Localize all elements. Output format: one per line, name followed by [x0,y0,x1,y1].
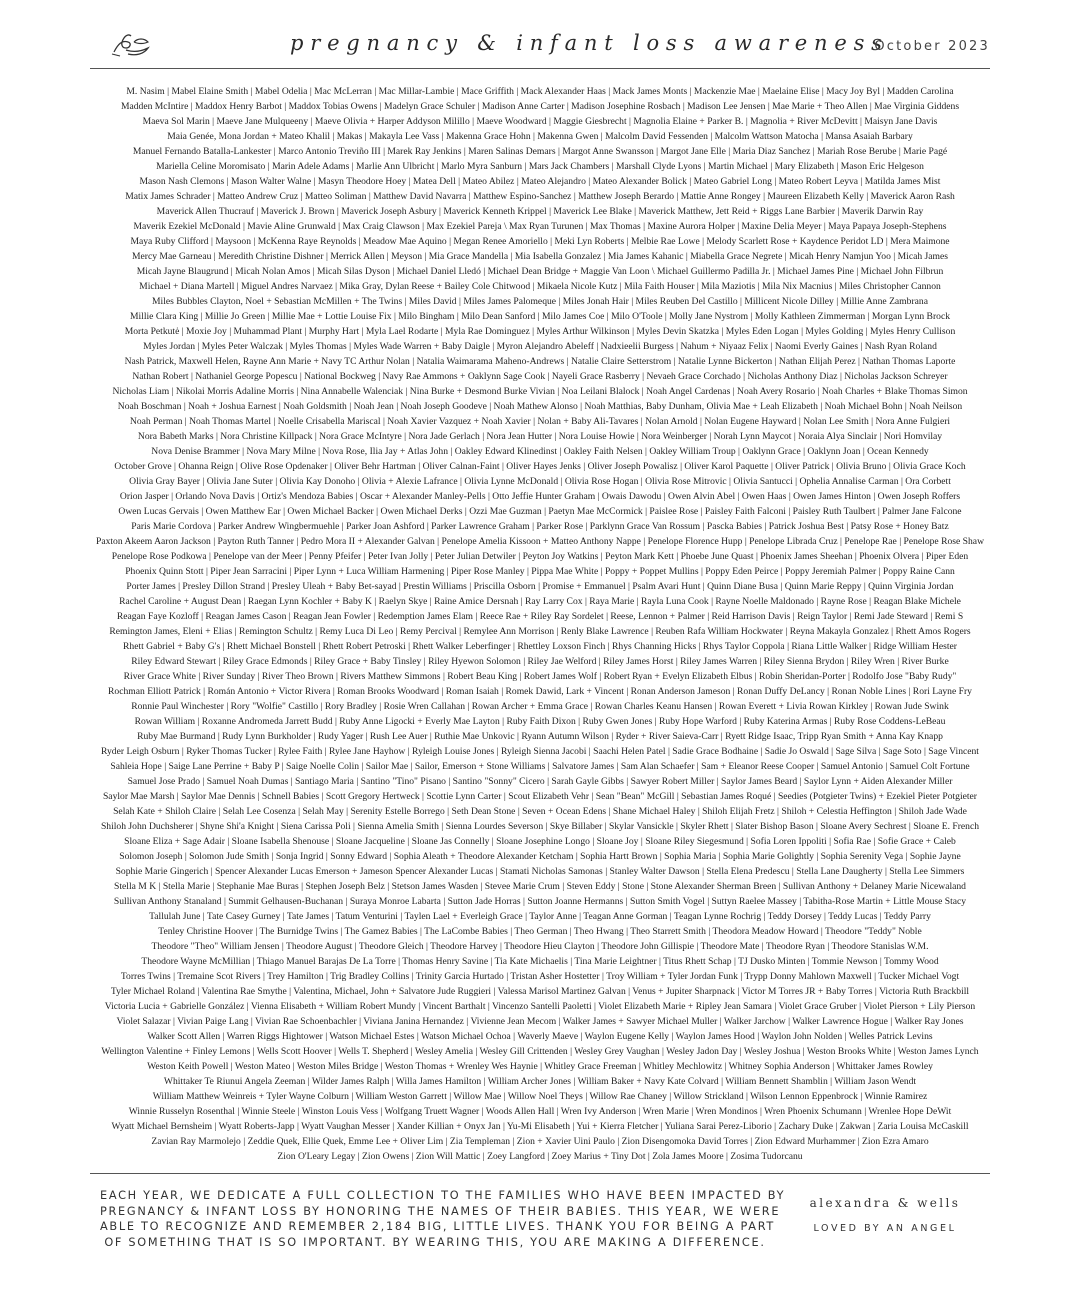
name-line: Miles Bubbles Clayton, Noel + Sebastian McMillen + The Twins | Miles David | Miles James Palomeque | Miles Jonah Hair | Miles Reuben Del Castillo | Millicent Nicole Dilley | Millie Anne Zambrana [152,296,928,307]
name-line: William Matthew Weinreis + Tyler Wayne Colburn | William Weston Garrett | Willow Mae | Willow Noel Theys | Willow Rae Chaney | Willow Strickland | Wilson Lennon Eppenbrock | Winnie Ramirez [152,1091,928,1102]
name-line: Samuel Jose Prado | Samuel Noah Dumas | Santiago Maria | Santino "Tino" Pisano | Santino "Sonny" Cicero | Sarah Gayle Gibbs | Sawyer Robert Miller | Saylor James Beard | Saylor Lynn + Aiden Alexander Miller [127,776,953,787]
name-line: Tyler Michael Roland | Valentina Rae Smythe | Valentina, Michael, John + Salvatore Jude Ruggieri | Valessa Marisol Martinez Galvan | Venus + Jupiter Sharpnack | Victor M Torres JR + Baby Torres | Victoria Ruth Brackbill [110,986,970,997]
name-line: Stella M K | Stella Marie | Stephanie Mae Buras | Stephen Joseph Belz | Stetson James Wasden | Stevee Marie Crum | Steven Eddy | Stone | Stone Alexander Sherman Breen | Sullivan Anthony + Delaney Marie Nicewaland [114,881,966,892]
name-line: Remington James, Eleni + Elias | Remington Schultz | Remy Luca Di Leo | Remy Percival | Remylee Ann Morrison | Renly Blake Lawrence | Reuben Rafa William Hockwater | Reyna Makayla Gonzalez | Rhett Amos Rogers [109,626,971,637]
name-line: Nash Patrick, Maxwell Helen, Rayne Ann Marie + Navy TC Arthur Nolan | Natalia Waimarama Maheno-Andrews | Natalie Claire Setterstrom | Natalie Lynne Bickerton | Nathan Elijah Perez | Nathan Thomas Laporte [124,356,956,367]
name-line: Maverik Ezekiel McDonald | Mavie Aline Grunwald | Max Craig Clawson | Max Ezekiel Pareja \ Max Ryan Turunen | Max Thomas | Maxine Aurora Holper | Maxine Delia Meyer | Maya Papaya Joseph-Stephens [133,221,947,232]
issue-date: October 2023 [874,39,990,54]
name-line: Zion O'Leary Legay | Zion Owens | Zion Will Mattic | Zoey Langford | Zoey Marius + Tiny Dot | Zola James Moore | Zosima Tudorcanu [277,1151,803,1162]
name-line: Owen Lucas Gervais | Owen Matthew Ear | Owen Michael Backer | Owen Michael Derks | Ozzi Mae Guzman | Paetyn Mae McCormick | Paislee Rose | Paisley Faith Falconi | Paisley Ruth Taulbert | Palmer Jane Falcone [118,506,962,517]
name-line: Shiloh John Duchsherer | Shyne Shi'a Knight | Siena Carissa Poli | Sienna Amelia Smith | Sienna Lourdes Severson | Skye Billaber | Skylar Vansickle | Skyler Rhett | Slater Bishop Bason | Sloane Avery Sechrest | Sloane E. French [100,821,980,832]
name-line: Millie Clara King | Millie Jo Green | Millie Mae + Lottie Louise Fix | Milo Bingham | Milo Dean Sanford | Milo James Coe | Milo O'Toole | Molly Jane Nystrom | Molly Kathleen Zimmerman | Morgan Lynn Brock [129,311,951,322]
dedication-line: OF SOMETHING THAT IS SO IMPORTANT. BY WEARING THIS, YOU ARE MAKING A DIFFERENCE. [104,1235,766,1249]
brand-wordmark: alexandra & wells [809,1196,961,1210]
name-line: Saylor Mae Marsh | Saylor Mae Dennis | Schnell Babies | Scott Gregory Hertweck | Scottie Lynn Carter | Scout Elizabeth Vehr | Sean "Bean" McGill | Sebastian James Roqué | Seedies (Potgieter Twins) + Ezekiel Pieter Potgieter [102,791,978,802]
name-line: Matix James Schrader | Matteo Andrew Cruz | Matteo Soliman | Matthew David Navarra | Matthew Espino-Sanchez | Matthew Joseph Berardo | Mattie Anne Rongey | Maureen Elizabeth Kelly | Maverick Aaron Rash [125,191,955,202]
name-line: Orion Jasper | Orlando Nova Davis | Ortiz's Mendoza Babies | Oscar + Alexander Manley-Pells | Otto Jeffie Hunter Graham | Owais Dawodu | Owen Alvin Abel | Owen Haas | Owen James Hinton | Owen Joseph Roffers [119,491,961,502]
name-line: Ronnie Paul Winchester | Rory "Wolfie" Castillo | Rory Bradley | Rosie Wren Callahan | Rowan Archer + Emma Grace | Rowan Charles Keanu Hansen | Rowan Everett + Livia Rowan Kirkley | Rowan Jude Swink [131,701,949,712]
name-line: River Grace White | River Sunday | River Theo Brown | Rivers Matthew Simmons | Robert Beau King | Robert James Wolf | Robert Ryan + Evelyn Elizabeth Elbus | Robin Sheridan-Porter | Rodolfo Jose "Baby Rudy" [123,671,957,682]
name-line: Maverick Allen Thucrauf | Maverick J. Brown | Maverick Joseph Asbury | Maverick Kenneth Krippel | Maverick Lee Blake | Maverick Matthew, Jett Reid + Riggs Lane Barbier | Maverik Darwin Ray [156,206,924,217]
name-line: Wellington Valentine + Finley Lemons | Wells Scott Hoover | Wells T. Shepherd | Wesley Amelia | Wesley Gill Crittenden | Wesley Grey Vaughan | Wesley Jadon Day | Wesley Joshua | Weston Brooks White | Weston James Lynch [101,1046,979,1057]
page-header [110,28,990,66]
name-line: Weston Keith Powell | Weston Mateo | Weston Miles Bridge | Weston Thomas + Wrenley Wes Haynie | Whitley Grace Freeman | Whitley Mechlowitz | Whitney Sophia Anderson | Whittaker James Rowley [147,1061,933,1072]
name-line: Zavian Ray Marmolejo | Zeddie Quek, Ellie Quek, Emme Lee + Oliver Lim | Zia Templeman | Zion + Xavier Uini Paulo | Zion Disengomoka David Torres | Zion Edward Murhammer | Zion Ezra Amaro [151,1136,929,1147]
name-line: Tallulah June | Tate Casey Gurney | Tate James | Tatum Venturini | Taylen Lael + Everleigh Grace | Taylor Anne | Teagan Anne Gorman | Teagan Lynne Rochrig | Teddy Dorsey | Teddy Lucas | Teddy Parry [149,911,931,922]
name-line: Rhett Gabriel + Baby G's | Rhett Michael Bonstell | Rhett Robert Petroski | Rhett Walker Leberfinger | Rhettley Loxson Finch | Rhys Channing Hicks | Rhys Taylor Coppola | Riana Little Walker | Ridge William Hester [123,641,957,652]
name-line: Ryder Leigh Osburn | Ryker Thomas Tucker | Rylee Faith | Rylee Jane Hayhow | Ryleigh Louise Jones | Ryleigh Sienna Jacobi | Saachi Helen Patel | Sadie Grace Bodhaine | Sadie Jo Oswald | Sage Silva | Sage Soto | Sage Vincent [101,746,979,757]
page-title: pregnancy & infant loss awareness [290,31,889,55]
name-line: Riley Edward Stewart | Riley Grace Edmonds | Riley Grace + Baby Tinsley | Riley Hyewon Solomon | Riley Jae Welford | Riley James Horst | Riley James Warren | Riley Sienna Brydon | Riley Wren | River Burke [131,656,949,667]
name-line: Ruby Mae Burmand | Rudy Lynn Burkholder | Rudy Yager | Rush Lee Auer | Ruthie Mae Unkovic | Ryann Autumn Wilson | Ryder + River Saieva-Carr | Ryett Ridge Isaac, Tripp Ryan Smith + Anna Kay Knapp [137,731,943,742]
name-line: Sahleia Hope | Saige Lane Perrine + Baby P | Saige Noelle Colin | Sailor Mae | Sailor, Emerson + Stone Williams | Salvatore James | Sam Alan Schaefer | Sam + Eleanor Reese Cooper | Samuel Antonio | Samuel Colt Fortune [110,761,970,772]
name-line: Mariella Celine Moromisato | Marin Adele Adams | Marlie Ann Ulbricht | Marlo Myra Sanburn | Mars Jack Chambers | Marshall Clyde Lyons | Martin Michael | Mary Elizabeth | Mason Eric Helgeson [156,161,924,172]
dedication-text [100,1188,786,1250]
name-line: Nora Babeth Marks | Nora Christine Killpack | Nora Grace McIntyre | Nora Jade Gerlach | Nora Jean Hutter | Nora Louise Howie | Nora Weinberger | Norah Lynn Maycot | Noraia Alya Sinclair | Nori Homvilay [137,431,943,442]
name-line: Maeva Sol Marin | Maeve Jane Mulqueeny | Maeve Olivia + Harper Addyson Milillo | Maeve Woodward | Maggie Giesbrecht | Magnolia Elaine + Parker B. | Magnolia + River McDevitt | Maisyn Jane Davis [142,116,938,127]
name-line: Paris Marie Cordova | Parker Andrew Wingbermuehle | Parker Joan Ashford | Parker Lawrence Graham | Parker Rose | Parklynn Grace Van Rossum | Pascka Babies | Patrick Joshua Best | Patsy Rose + Honey Batz [131,521,949,532]
name-line: Phoenix Quinn Stott | Piper Jean Sarracini | Piper Lynn + Luca William Harmening | Piper Rose Manley | Pippa Mae White | Poppy + Poppet Mullins | Poppy Eden Peirce | Poppy Jeremiah Palmer | Poppy Raine Cann [125,566,955,577]
name-line: Victoria Lucia + Gabrielle González | Vienna Elisabeth + William Robert Mundy | Vincent Barthalt | Vincenzo Santelli Paoletti | Violet Elizabeth Marie + Ripley Jean Samara | Violet Grace Gruber | Violet Pierson + Lily Pierson [104,1001,976,1012]
name-line: Theodore Wayne McMillian | Thiago Manuel Barajas De La Torre | Thomas Henry Savine | Tia Kate Michaelis | Tina Marie Leightner | Titus Rhett Schap | TJ Dusko Minten | Tommie Newson | Tommy Wood [141,956,939,967]
name-line: Nathan Robert | Nathaniel George Popescu | National Bockweg | Navy Rae Ammons + Oaklynn Sage Cook | Nayeli Grace Rasberry | Nevaeh Grace Corchado | Nicholas Anthony Diaz | Nicholas Jackson Schreyer [132,371,948,382]
name-line: Rowan William | Roxanne Andromeda Jarrett Budd | Ruby Anne Ligocki + Everly Mae Layton | Ruby Faith Dixon | Ruby Gwen Jones | Ruby Hope Warford | Ruby Katerina Armas | Ruby Rose Coddens-LeBeau [134,716,946,727]
name-line: M. Nasim | Mabel Elaine Smith | Mabel Odelia | Mac McLerran | Mac Millar-Lambie | Mace Griffith | Mack Alexander Haas | Mack James Monts | Mackenzie Mae | Maelaine Elise | Macy Joy Byl | Madden Carolina [126,86,954,97]
name-line: Nova Denise Brammer | Nova Mary Milne | Nova Rose, Ilia Jay + Atlas John | Oakley Edward Klinedinst | Oakley Faith Nelsen | Oakley William Troup | Oaklynn Grace | Oaklynn Joan | Ocean Kennedy [151,446,929,457]
name-line: Wyatt Michael Bernsheim | Wyatt Roberts-Japp | Wyatt Vaughan Messer | Xander Killian + Onyx Jan | Yu-Mi Elisabeth | Yui + Kierra Fletcher | Yuliana Sarai Perez-Liborio | Zachary Duke | Zakwan | Zaria Louisa McCaskill [111,1121,969,1132]
name-line: Penelope Rose Podkowa | Penelope van der Meer | Penny Pfeifer | Peter Ivan Jolly | Peter Julian Detwiler | Peyton Joy Watkins | Peyton Mark Kett | Phoebe June Quast | Phoenix James Sheehan | Phoenix Olvera | Piper Eden [111,551,969,562]
name-line: Whittaker Te Riunui Angela Zeeman | Wilder James Ralph | Willa James Hamilton | William Archer Jones | William Baker + Navy Kate Colvard | William Bennett Shamblin | William Jason Wendt [163,1076,917,1087]
name-line: Myles Jordan | Myles Peter Walczak | Myles Thomas | Myles Wade Warren + Baby Daigle | Myron Alejandro Abeleff | Nadxieelii Burgess | Nahum + Niyaaz Felix | Naomi Everly Gaines | Nash Ryan Roland [143,341,937,352]
name-line: Porter James | Presley Dillon Strand | Presley Uleah + Baby Bet-sayad | Prestin Williams | Priscilla Osborn | Promise + Emmanuel | Psalm Avari Hunt | Quinn Diane Busa | Quinn Marie Reppy | Quinn Virginia Jordan [126,581,954,592]
name-line: Manuel Fernando Batalla-Lankester | Marco Antonio Treviño III | Marek Ray Jenkins | Maren Salinas Demars | Margot Anne Swansson | Margot Jane Elle | Maria Diaz Sanchez | Mariah Rose Berube | Marie Pagé [132,146,948,157]
name-line: Sullivan Anthony Stanaland | Summit Gelhausen-Buchanan | Suraya Monroe Labarta | Sutton Jade Horras | Sutton Joanne Hermanns | Sutton Smith Vogel | Suttyn Raelee Massey | Tabitha-Rose Martin + Little Mouse Stacy [113,896,967,907]
brand-block [800,1192,970,1234]
name-line: Mason Nash Clemons | Mason Walter Walne | Masyn Theodore Hoey | Matea Dell | Mateo Abilez | Mateo Alejandro | Mateo Alexander Bolick | Mateo Gabriel Long | Mateo Robert Leyva | Matilda James Mist [139,176,941,187]
name-line: Noah Perman | Noah Thomas Martel | Noelle Crisabella Mariscal | Noah Xavier Vazquez + Noah Xavier | Nolan + Baby Ali-Tavares | Nolan Arnold | Nolan Eugene Hayward | Nolan Lee Smith | Nora Anne Fulgieri [129,416,951,427]
name-line: Micah Jayne Blaugrund | Micah Nolan Amos | Micah Silas Dyson | Michael Daniel Lledó | Michael Dean Bridge + Maggie Van Loon \ Michael Guillermo Padilla Jr. | Michael James Pine | Michael John Filbrun [136,266,944,277]
name-line: Nicholas Liam | Nikolai Morris Adaline Morris | Nina Annabelle Walenciak | Nina Burke + Desmond Burke Vivian | Noa Leilani Blalock | Noah Angel Cardenas | Noah Avery Rosario | Noah Charles + Blake Thomas Simon [112,386,968,397]
dedication-line: PREGNANCY & INFANT LOSS BY HONORING THE NAMES OF THEIR BABIES. THIS YEAR, WE WERE [100,1204,781,1218]
storks-icon [110,30,152,60]
name-line: Paxton Akeem Aaron Jackson | Payton Ruth Tanner | Pedro Mora II + Alexander Galvan | Penelope Amelia Kissoon + Matteo Anthony Nappe | Penelope Florence Hupp | Penelope Librada Cruz | Penelope Rae | Penelope Rose Shaw [96,536,984,547]
dedication-line: EACH YEAR, WE DEDICATE A FULL COLLECTION TO THE FAMILIES WHO HAVE BEEN IMPACTED BY [100,1189,786,1202]
name-line: Theodore "Theo" William Jensen | Theodore August | Theodore Gleich | Theodore Harvey | Theodore Hieu Clayton | Theodore John Gillispie | Theodore Mate | Theodore Ryan | Theodore Stanislas W.M. [151,941,929,952]
name-line: Maya Ruby Clifford | Maysoon | McKenna Raye Reynolds | Meadow Mae Aquino | Megan Renee Amoriello | Meki Lyn Roberts | Melbie Rae Lowe | Melody Scarlett Rose + Kaydence Peridot LD | Mera Maimone [130,236,950,247]
name-line: Violet Salazar | Vivian Paige Lang | Vivian Rae Schoenbachler | Viviana Janina Hernandez | Vivienne Jean Mecom | Walker James + Sawyer Michael Muller | Walker Jarchow | Walker Lawrence Hogue | Walker Ray Jones [116,1016,964,1027]
name-line: Olivia Gray Bayer | Olivia Jane Suter | Olivia Kay Donoho | Olivia + Alexie Lafrance | Olivia Lynne McDonald | Olivia Rose Hogan | Olivia Rose Mitrovic | Olivia Santucci | Ophelia Annalise Carman | Ora Corbett [129,476,951,487]
name-line: Rachel Caroline + August Dean | Raegan Lynn Kochler + Baby K | Raelyn Skye | Raine Amice Dersnah | Ray Larry Cox | Raya Marie | Rayla Luna Cook | Rayne Noelle Maldonado | Rayne Rose | Reagan Blake Michele [119,596,961,607]
name-line: Walker Scott Allen | Warren Riggs Hightower | Watson Michael Estes | Watson Michael Ochoa | Waverly Maeve | Waylon Eugene Kelly | Waylon James Hood | Waylon John Nolden | Welles Patrick Levins [147,1031,933,1042]
name-line: Maia Genée, Mona Jordan + Mateo Khalil | Makas | Makayla Lee Vass | Makenna Grace Hohn | Makenna Gwen | Malcolm David Fessenden | Malcolm Wattson Matocha | Mansa Asaiah Barbary [167,131,913,142]
name-line: Noah Boschman | Noah + Joshua Earnest | Noah Goldsmith | Noah Jean | Noah Joseph Goodeve | Noah Mathew Alonso | Noah Matthias, Baby Dunham, Olivia Mae + Leah Elizabeth | Noah Michael Bohn | Noah Neilson [117,401,963,412]
name-line: Selah Kate + Shiloh Claire | Selah Lee Cosenza | Selah May | Serenity Estelle Borrego | Seth Dean Stone | Seven + Ocean Edens | Shane Michael Haley | Shiloh Elijah Fretz | Shiloh + Celestia Heffington | Shiloh Jade Wade [113,806,967,817]
name-line: Tenley Christine Hoover | The Burnidge Twins | The Gamez Babies | The LaCombe Babies | Theo German | Theo Hwang | Theo Starrett Smith | Theodora Meadow Howard | Theodore "Teddy" Noble [158,926,922,937]
footer-divider [90,1173,990,1174]
brand-tagline: LOVED BY AN ANGEL [813,1223,957,1234]
name-line: Sophie Marie Gingerich | Spencer Alexander Lucas Emerson + Jameson Spencer Alexander Lucas | Stamati Nicholas Samonas | Stanley Walter Dawson | Stella Elena Predescu | Stella Lane Daugherty | Stella Lee Simmers [115,866,965,877]
name-line: Mercy Mae Garneau | Meredith Christine Dishner | Merrick Allen | Meyson | Mia Grace Mandella | Mia Isabella Gonzalez | Mia James Kahanic | Miabella Grace Negrete | Micah Henry Namjun Yoo | Micah James [132,251,948,262]
name-line: Rochman Elliott Patrick | Román Antonio + Victor Rivera | Roman Brooks Woodward | Roman Isaiah | Romek Dawid, Lark + Vincent | Ronan Anderson Jameson | Ronan Duffy DeLancy | Ronan Noble Lines | Rori Layne Fry [108,686,972,697]
name-line: October Grove | Ohanna Reign | Olive Rose Opdenaker | Oliver Behr Hartman | Oliver Calnan-Faint | Oliver Hayes Jenks | Oliver Joseph Powalisz | Oliver Karol Paquette | Oliver Patrick | Olivia Bruno | Olivia Grace Koch [114,461,966,472]
names-list [55,84,1025,1164]
name-line: Michael + Diana Martell | Miguel Andres Narvaez | Mika Gray, Dylan Reese + Bailey Cole Chitwood | Mikaela Nicole Kutz | Mila Faith Houser | Mila Maziotis | Mila Nix Macnius | Miles Christopher Cannon [139,281,941,292]
dedication-line: ABLE TO RECOGNIZE AND REMEMBER 2,184 BIG, LITTLE LIVES. THANK YOU FOR BEING A PART [100,1220,776,1234]
name-line: Madden McIntire | Maddox Henry Barbot | Maddox Tobias Owens | Madelyn Grace Schuler | Madison Anne Carter | Madison Josephine Rosbach | Madison Lee Jensen | Mae Marie + Theo Allen | Mae Virginia Giddens [120,101,960,112]
name-line: Morta Petkutė | Moxie Joy | Muhammad Plant | Murphy Hart | Myla Lael Rodarte | Myla Rae Dominguez | Myles Arthur Wilkinson | Myles Devin Skatzka | Myles Eden Logan | Myles Golding | Myles Henry Cullison [124,326,956,337]
header-divider [90,68,990,69]
name-line: Solomon Joseph | Solomon Jude Smith | Sonja Ingrid | Sonny Edward | Sophia Aleath + Theodore Alexander Ketcham | Sophia Hartt Brown | Sophia Maria | Sophia Marie Golightly | Sophia Serenity Vega | Sophie Jayne [119,851,961,862]
name-line: Torres Twins | Tremaine Scot Rivers | Trey Hamilton | Trig Bradley Collins | Trinity Garcia Hurtado | Tristan Asher Hostetter | Troy William + Tyler Jordan Funk | Trypp Donny Mahlown Maxwell | Tucker Michael Vogt [120,971,960,982]
name-line: Winnie Russelyn Rosenthal | Winnie Steele | Winston Louis Vess | Wolfgang Truett Wagner | Woods Allen Hall | Wren Ivy Anderson | Wren Marie | Wren Mondinos | Wren Phoenix Schumann | Wrenlee Hope DeWit [128,1106,952,1117]
name-line: Reagan Faye Kozloff | Reagan James Cason | Reagan Jean Fowler | Redemption James Elam | Reece Rae + Riley Ray Sordelet | Reese, Lennon + Palmer | Reid Harrison Davis | Reign Taylor | Remi Jade Steward | Remi S [116,611,964,622]
name-line: Sloane Eliza + Sage Adair | Sloane Isabella Shenouse | Sloane Jacqueline | Sloane Jas Connelly | Sloane Josephine Longo | Sloane Joy | Sloane Riley Siegesmund | Sofia Loren Ippoliti | Sofia Rae | Sofie Grace + Caleb [124,836,956,847]
